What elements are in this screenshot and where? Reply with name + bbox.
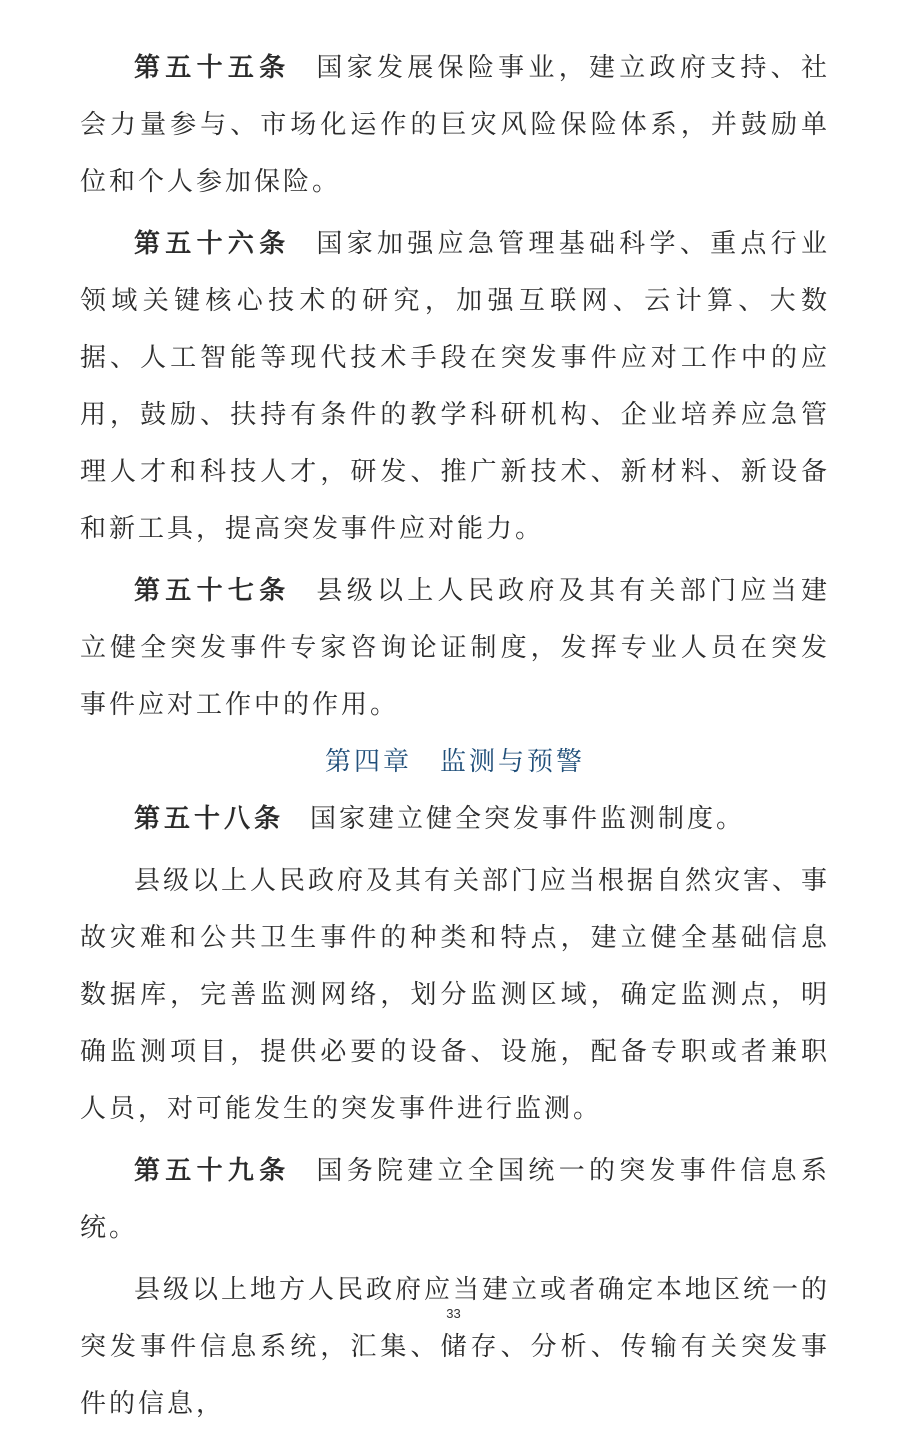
article-label: 第五十五条 — [134, 53, 291, 83]
article-56 — [80, 216, 830, 558]
article-55 — [80, 40, 830, 211]
article-text: 国家建立健全突发事件监测制度。 — [310, 804, 746, 834]
article-text: 县级以上人民政府及其有关部门应当建立健全突发事件专家咨询论证制度，发挥专业人员在突发事件应对工作中的作用。 — [80, 576, 830, 720]
article-text: 国家加强应急管理基础科学、重点行业领域关键核心技术的研究，加强互联网、云计算、大数据、人工智能等现代技术手段在突发事件应对工作中的应用，鼓励、扶持有条件的教学科研机构、企业培养应急管理人才和科技人才，研发、推广新技术、新材料、新设备和新工具，提高突发事件应对能力。 — [80, 229, 830, 544]
article-label: 第五十九条 — [134, 1156, 291, 1186]
document-page — [80, 40, 830, 1433]
article-57 — [80, 563, 830, 734]
article-label: 第五十八条 — [134, 804, 285, 834]
article-text: 国家发展保险事业，建立政府支持、社会力量参与、市场化运作的巨灾风险保险体系，并鼓励单位和个人参加保险。 — [80, 53, 830, 197]
article-59 — [80, 1143, 830, 1257]
article-58 — [80, 791, 830, 848]
article-label: 第五十七条 — [134, 576, 291, 606]
article-text: 国务院建立全国统一的突发事件信息系统。 — [80, 1156, 830, 1243]
article-59-paragraph-2: 县级以上地方人民政府应当建立或者确定本地区统一的突发事件信息系统，汇集、储存、分析、传输有关突发事件的信息， — [80, 1275, 831, 1419]
chapter-heading — [80, 734, 830, 791]
chapter-title: 监测与预警 — [440, 747, 586, 777]
page-number: 33 — [446, 1306, 461, 1321]
article-58-paragraph-2: 县级以上人民政府及其有关部门应当根据自然灾害、事故灾难和公共卫生事件的种类和特点，建立健全基础信息数据库，完善监测网络，划分监测区域，确定监测点，明确监测项目，提供必要的设备、设施，配备专职或者兼职人员，对可能发生的突发事件进行监测。 — [80, 866, 831, 1124]
chapter-number: 第四章 — [324, 747, 412, 777]
article-label: 第五十六条 — [134, 229, 291, 259]
